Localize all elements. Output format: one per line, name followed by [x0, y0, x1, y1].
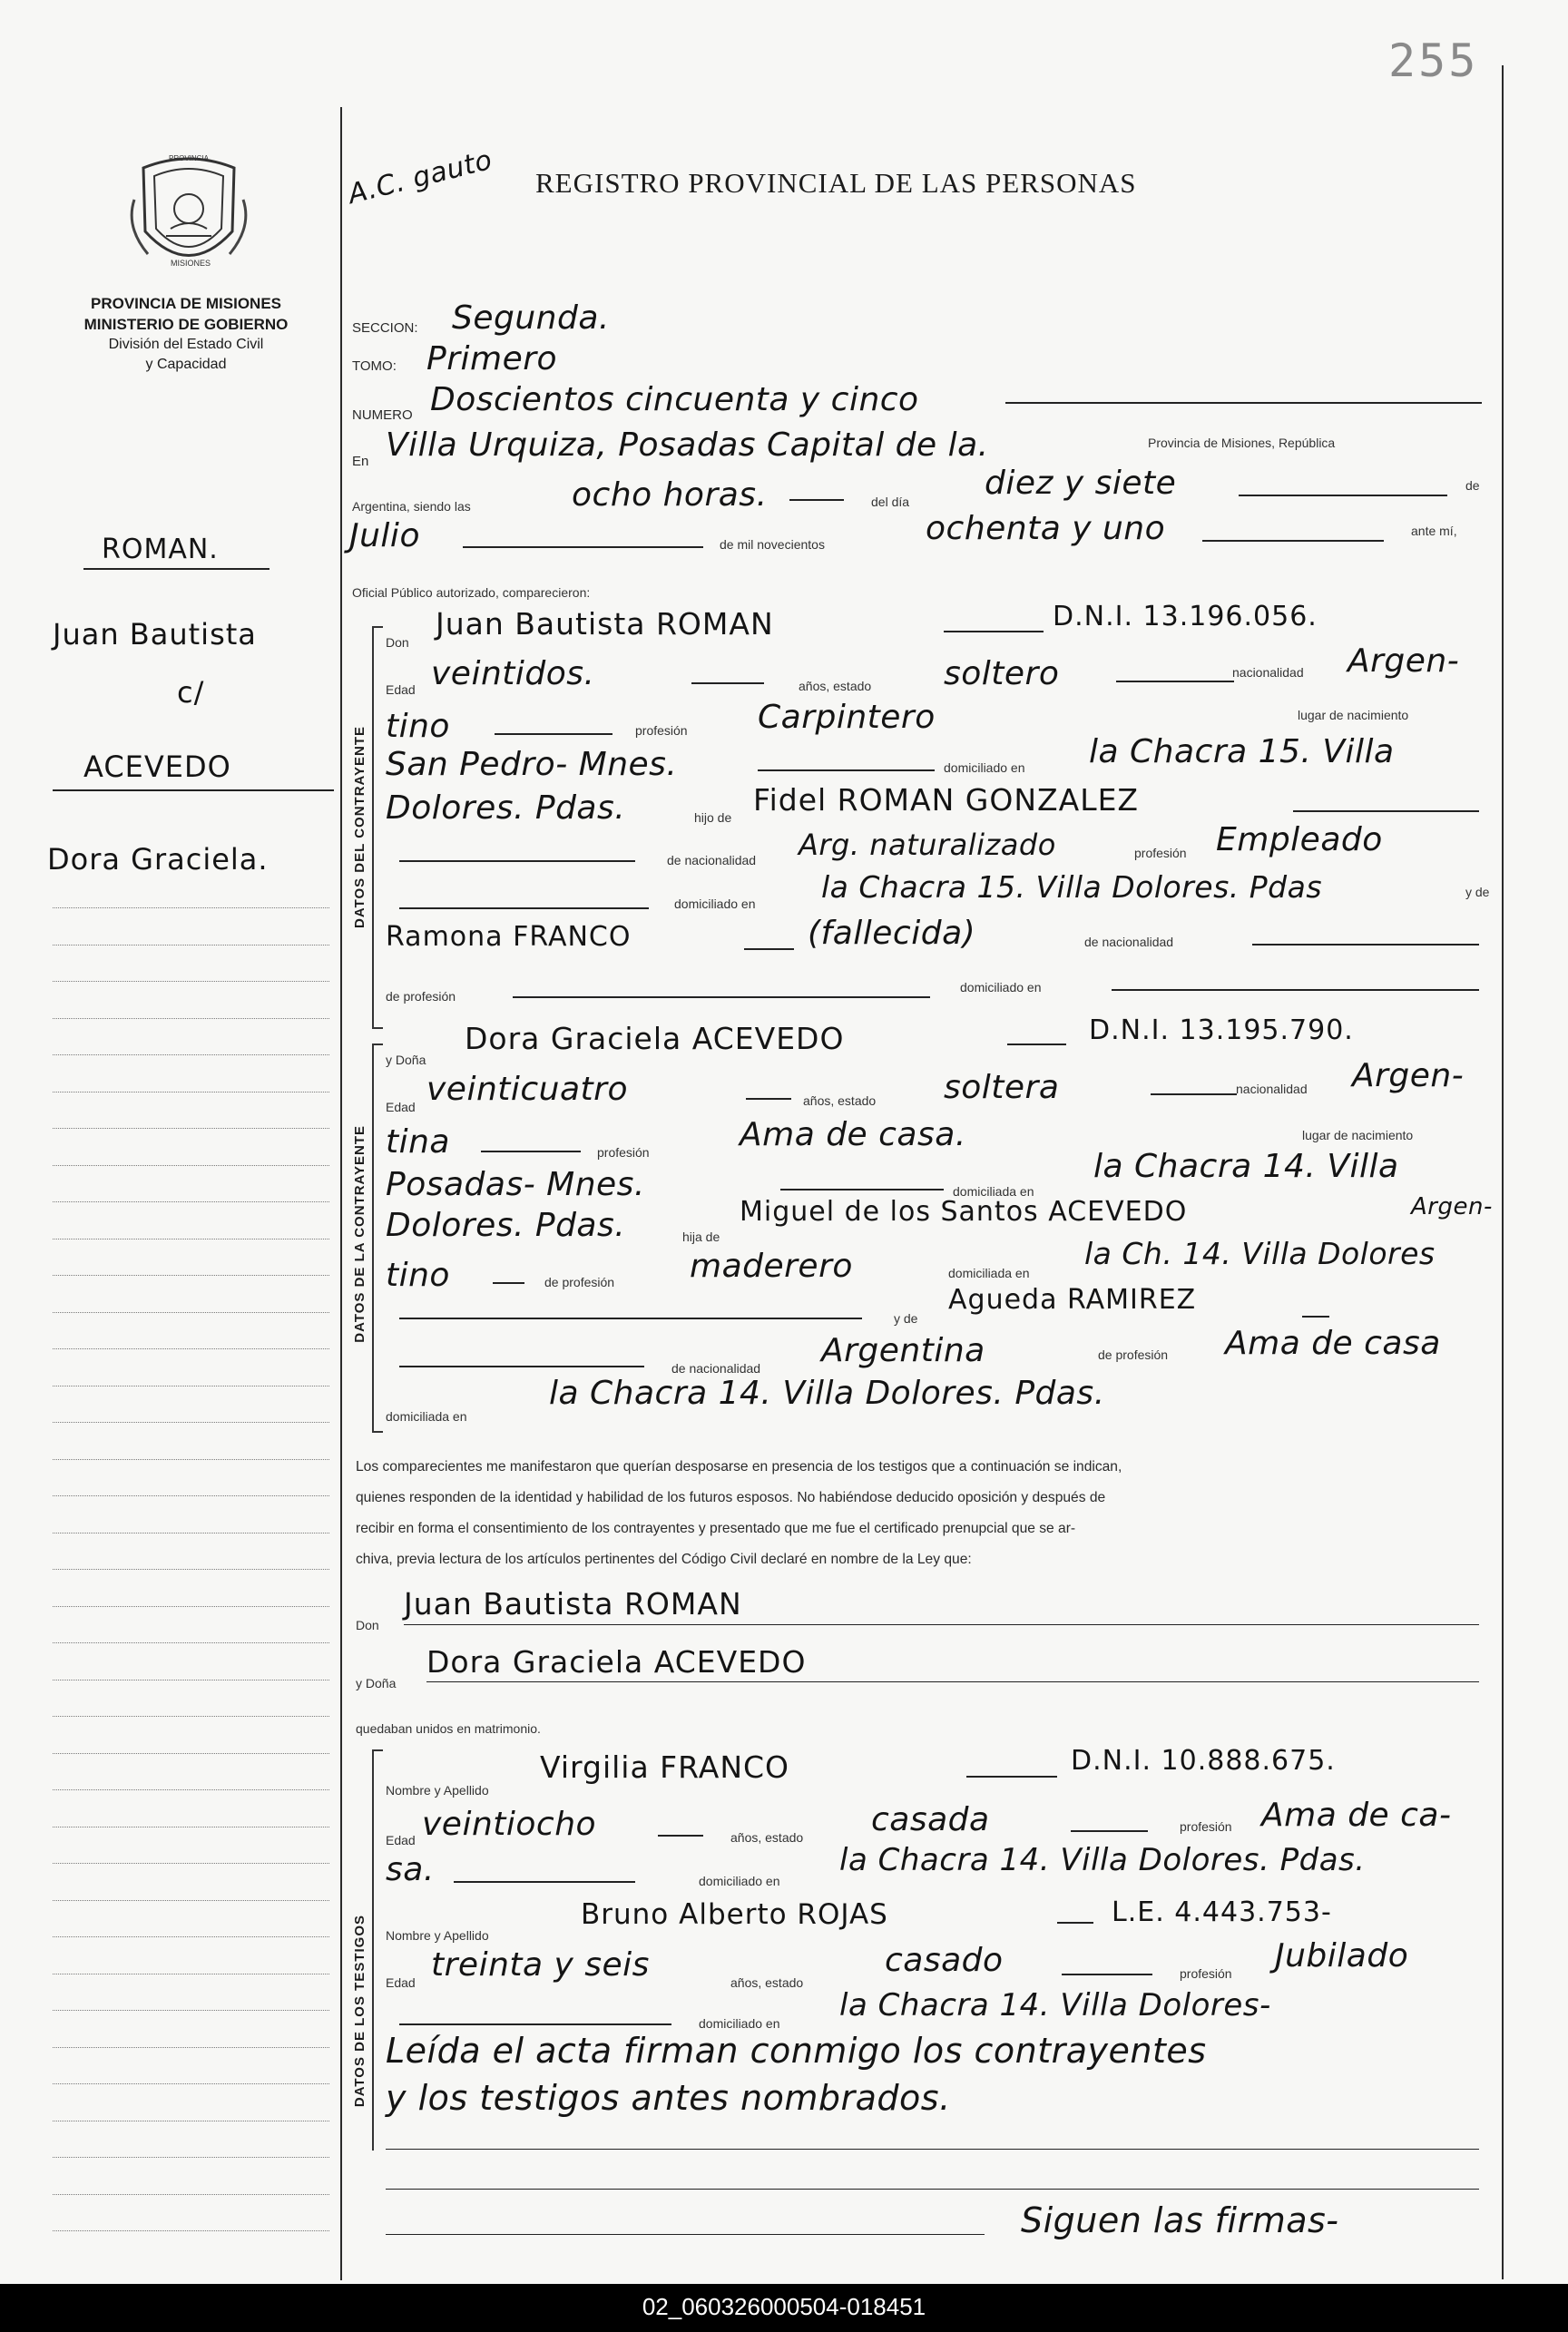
- groom-domiciliado-label: domiciliado en: [944, 760, 1025, 775]
- bride-de-nacionalidad-label: de nacionalidad: [671, 1361, 761, 1376]
- groom-domiciliado3-label: domiciliado en: [960, 980, 1042, 995]
- w2-name: Bruno Alberto ROJAS: [581, 1898, 888, 1931]
- groom-nac-line: [495, 733, 612, 735]
- w1-domicilio: la Chacra 14. Villa Dolores. Pdas.: [839, 1842, 1366, 1878]
- en-value: Villa Urquiza, Posadas Capital de la.: [386, 426, 989, 464]
- margin-dotted-line: [53, 1716, 329, 1717]
- w2-nombre-label: Nombre y Apellido: [386, 1928, 489, 1943]
- margin-dotted-line: [53, 1606, 329, 1607]
- margin-dotted-line: [53, 1642, 329, 1643]
- declaration-dona-value: Dora Graciela ACEVEDO: [426, 1644, 807, 1680]
- groom-father: Fidel ROMAN GONZALEZ: [753, 782, 1140, 818]
- blank-line-2: [386, 2189, 1479, 2190]
- bride-father-domicilio: la Ch. 14. Villa Dolores: [1084, 1236, 1436, 1271]
- groom-fnat-pre-line: [399, 860, 635, 862]
- provincia-text: Provincia de Misiones, República: [1148, 436, 1336, 450]
- margin-dotted-line: [53, 1092, 329, 1093]
- bride-lugar: Posadas- Mnes.: [386, 1166, 645, 1203]
- groom-anos-estado: años, estado: [799, 679, 872, 693]
- groom-mother: Ramona FRANCO: [386, 921, 632, 953]
- margin-dotted-line: [53, 1348, 329, 1349]
- margin-dotted-line: [53, 981, 329, 982]
- w1-estado-line: [1071, 1830, 1148, 1832]
- groom-de-nacionalidad-label: de nacionalidad: [667, 853, 757, 867]
- witness-side-label: DATOS DE LOS TESTIGOS: [352, 1915, 368, 2108]
- groom-profesion2-label: profesión: [1134, 846, 1187, 860]
- w1-edad-label: Edad: [386, 1833, 416, 1847]
- w1-age: veintiocho: [422, 1806, 597, 1843]
- margin-dotted-line: [53, 1312, 329, 1313]
- bride-hija-label: hija de: [682, 1230, 720, 1244]
- hora-line: [789, 499, 844, 501]
- margin-dotted-line: [53, 2157, 329, 2158]
- bride-father: Miguel de los Santos ACEVEDO: [740, 1196, 1188, 1228]
- agency-line-4: y Capacidad: [145, 357, 227, 372]
- w1-estado: casada: [871, 1801, 990, 1838]
- bride-age-line: [746, 1098, 791, 1100]
- argentina-text: Argentina, siendo las: [352, 499, 471, 514]
- bride-profesion-label: profesión: [597, 1145, 650, 1160]
- groom-nacionalidad-label: nacionalidad: [1232, 665, 1304, 680]
- groom-nacionalidad: Argen-: [1348, 642, 1460, 680]
- tomo-value: Primero: [426, 340, 558, 377]
- dia-line: [1239, 495, 1447, 496]
- declaration-line-1: Los comparecientes me manifestaron que querían desposarse en presencia de los testigos que a continuación se indican,: [356, 1459, 1122, 1475]
- groom-estado: soltero: [944, 655, 1060, 692]
- margin-dotted-line: [53, 2230, 329, 2231]
- seccion-value: Segunda.: [452, 299, 610, 337]
- margin-dotted-line: [53, 2010, 329, 2011]
- page-number: 255: [1388, 34, 1479, 87]
- en-label: En: [352, 454, 369, 469]
- agency-line-1: PROVINCIA DE MISIONES: [90, 295, 281, 312]
- groom-dni: D.N.I. 13.196.056.: [1053, 601, 1318, 632]
- w2-domiciliado-label: domiciliado en: [699, 2016, 780, 2031]
- bride-name-line: [1007, 1044, 1066, 1045]
- witness-bracket: [372, 1749, 383, 2151]
- margin-dotted-line: [53, 945, 329, 946]
- bride-anos-estado: años, estado: [803, 1093, 877, 1108]
- emblem-text-bottom: MISIONES: [171, 259, 211, 268]
- margin-dotted-line: [53, 1018, 329, 1019]
- bride-edad-label: Edad: [386, 1100, 416, 1114]
- margin-rule: [340, 107, 342, 2280]
- w2-name-line: [1057, 1922, 1093, 1924]
- groom-domiciliado2-label: domiciliado en: [674, 897, 756, 911]
- bride-dona-label: y Doña: [386, 1053, 426, 1067]
- right-border: [1502, 65, 1504, 2279]
- w2-domicilio: la Chacra 14. Villa Dolores-: [839, 1987, 1271, 2023]
- bride-fnat-line: [493, 1282, 524, 1284]
- declaration-text: [356, 1452, 1490, 1575]
- bride-mother-domicilio: la Chacra 14. Villa Dolores. Pdas.: [549, 1375, 1105, 1412]
- bride-mother-line: [1302, 1316, 1329, 1318]
- agency-line-3: División del Estado Civil: [108, 337, 264, 352]
- bride-profesion: Ama de casa.: [740, 1116, 966, 1153]
- numero-value: Doscientos cincuenta y cinco: [430, 381, 919, 418]
- margin-dotted-line: [53, 2047, 329, 2048]
- bride-lugar-line: [780, 1189, 944, 1190]
- w2-edad-label: Edad: [386, 1975, 416, 1990]
- groom-nacionalidad-cont: tino: [386, 708, 450, 745]
- declaration-line-3: recibir en forma el consentimiento de los contrayentes y presentado que me fue el certificado prenupcial que se ar-: [356, 1521, 1076, 1536]
- groom-profesion: Carpintero: [758, 699, 936, 736]
- groom-father-nacionalidad: Arg. naturalizado: [799, 828, 1056, 862]
- bride-dni: D.N.I. 13.195.790.: [1089, 1014, 1354, 1046]
- del-dia-label: del día: [871, 495, 910, 509]
- seccion-label: SECCION:: [352, 320, 418, 336]
- groom-name: Juan Bautista ROMAN: [436, 606, 774, 642]
- mes-value: Julio: [349, 517, 420, 554]
- registry-title: REGISTRO PROVINCIAL DE LAS PERSONAS: [535, 167, 1137, 199]
- margin-dotted-line: [53, 2083, 329, 2084]
- margin-dotted-line: [53, 1201, 329, 1202]
- bride-nacionalidad-label: nacionalidad: [1236, 1082, 1308, 1096]
- declaration-don-label: Don: [356, 1618, 379, 1632]
- bride-estado: soltera: [944, 1069, 1060, 1106]
- groom-domicilio: la Chacra 15. Villa: [1089, 733, 1395, 770]
- province-emblem: [125, 145, 252, 281]
- margin-dotted-line: [53, 1753, 329, 1754]
- margin-dotted-line: [53, 1900, 329, 1901]
- w1-name: Virgilia FRANCO: [540, 1749, 790, 1785]
- groom-father-line: [1293, 810, 1479, 812]
- bride-father-profesion: maderero: [690, 1248, 853, 1285]
- agency-block: [41, 293, 331, 375]
- bride-de-profesion2-label: de profesión: [1098, 1347, 1169, 1362]
- groom-hijo-label: hijo de: [694, 810, 732, 825]
- margin-dotted-line: [53, 1422, 329, 1423]
- groom-y-de-label: y de: [1465, 885, 1490, 899]
- groom-mdom-line: [1112, 989, 1479, 991]
- numero-line: [1005, 402, 1482, 404]
- margin-dotted-line: [53, 1128, 329, 1129]
- w1-age-line: [658, 1835, 703, 1837]
- bride-domicilio: la Chacra 14. Villa: [1093, 1148, 1399, 1185]
- bride-name: Dora Graciela ACEVEDO: [465, 1021, 845, 1056]
- groom-age-line: [691, 682, 764, 684]
- bride-ydem-pre-line: [399, 1318, 862, 1319]
- groom-don-label: Don: [386, 635, 409, 650]
- w1-profesion-cont: sa.: [386, 1851, 435, 1888]
- w1-domiciliado-label: domiciliado en: [699, 1874, 780, 1888]
- bride-de-profesion-label: de profesión: [544, 1275, 615, 1289]
- groom-de-profesion-label: de profesión: [386, 989, 456, 1004]
- margin-dotted-line: [53, 1569, 329, 1570]
- groom-profesion-label: profesión: [635, 723, 688, 738]
- groom-lugar: San Pedro- Mnes.: [386, 746, 678, 783]
- w2-dom-pre-line: [399, 2023, 671, 2025]
- margin-dotted-line: [53, 907, 329, 908]
- closing-line-2: y los testigos antes nombrados.: [386, 2078, 951, 2118]
- bride-domicilio-cont: Dolores. Pdas.: [386, 1207, 626, 1244]
- margin-groom-surname: ROMAN.: [102, 534, 219, 565]
- declaration-quedaban: quedaban unidos en matrimonio.: [356, 1721, 541, 1736]
- bride-nacionalidad: Argen-: [1352, 1057, 1465, 1094]
- groom-mother-line: [744, 948, 794, 950]
- groom-mnat-line: [1252, 944, 1479, 946]
- bride-y-de-label: y de: [894, 1311, 918, 1326]
- margin-dotted-line: [53, 1789, 329, 1790]
- declaration-don-value: Juan Bautista ROMAN: [404, 1586, 742, 1622]
- w1-profesion-label: profesión: [1180, 1819, 1232, 1834]
- margin-dotted-line: [53, 2194, 329, 2195]
- bride-mnat-pre-line: [399, 1366, 644, 1367]
- bride-domiciliada-label: domiciliada en: [953, 1184, 1034, 1199]
- bride-mother-profesion: Ama de casa: [1225, 1325, 1441, 1362]
- margin-bride-names: Dora Graciela.: [47, 842, 269, 877]
- declaration-dona-label: y Doña: [356, 1676, 397, 1690]
- anio-line: [1202, 540, 1384, 542]
- w2-doc: L.E. 4.443.753-: [1112, 1896, 1332, 1928]
- signatures-note: Siguen las firmas-: [1021, 2200, 1339, 2240]
- bride-side-label: DATOS DE LA CONTRAYENTE: [352, 1125, 368, 1343]
- w1-doc: D.N.I. 10.888.675.: [1071, 1745, 1336, 1777]
- bride-domiciliada2-label: domiciliada en: [948, 1266, 1030, 1280]
- bride-mother-nacionalidad: Argentina: [821, 1332, 985, 1369]
- bride-father-nacionalidad: Argen-: [1411, 1193, 1493, 1220]
- groom-name-line: [944, 631, 1044, 632]
- margin-dotted-line: [53, 1459, 329, 1460]
- margin-dotted-line: [53, 1054, 329, 1055]
- margin-bride-surname: ACEVEDO: [83, 750, 231, 784]
- groom-mother-note: (fallecida): [808, 915, 976, 952]
- groom-side-label: DATOS DEL CONTRAYENTE: [352, 726, 368, 928]
- margin-dotted-line: [53, 1275, 329, 1276]
- groom-bracket: [372, 626, 383, 1029]
- w1-prof-line: [454, 1881, 635, 1883]
- groom-father-domicilio: la Chacra 15. Villa Dolores. Pdas: [821, 869, 1323, 905]
- agency-line-2: MINISTERIO DE GOBIERNO: [83, 316, 289, 333]
- blank-line-1: [386, 2149, 1479, 2150]
- w2-anos-estado: años, estado: [730, 1975, 804, 1990]
- bride-father-nacionalidad-cont: tino: [386, 1257, 450, 1294]
- bride-nac-line: [481, 1151, 581, 1152]
- bride-mother: Agueda RAMIREZ: [948, 1284, 1197, 1316]
- groom-lugar-line: [758, 769, 935, 771]
- w2-age: treinta y seis: [431, 1946, 650, 1984]
- margin-dotted-line: [53, 1165, 329, 1166]
- groom-father-profesion: Empleado: [1216, 821, 1383, 858]
- declaration-dona-line: [426, 1681, 1479, 1682]
- w2-profesion: Jubilado: [1275, 1937, 1409, 1974]
- margin-underline-2: [53, 789, 334, 791]
- groom-age: veintidos.: [431, 655, 595, 692]
- w1-nombre-label: Nombre y Apellido: [386, 1783, 489, 1798]
- groom-domicilio-cont: Dolores. Pdas.: [386, 789, 626, 827]
- w2-estado: casado: [885, 1942, 1004, 1979]
- bride-nacionalidad-cont: tina: [386, 1123, 450, 1161]
- groom-mprof-line: [513, 996, 930, 998]
- stamp-note: A.C. gauto: [345, 143, 496, 211]
- dia-value: diez y siete: [985, 465, 1177, 502]
- declaration-don-line: [404, 1624, 1479, 1625]
- declaration-line-4: chiva, previa lectura de los artículos pertinentes del Código Civil declaré en nombre de la Ley que:: [356, 1552, 972, 1567]
- bride-lugar-label: lugar de nacimiento: [1302, 1128, 1414, 1142]
- groom-lugar-label: lugar de nacimiento: [1298, 708, 1409, 722]
- w2-profesion-label: profesión: [1180, 1966, 1232, 1981]
- oficial-text: Oficial Público autorizado, comparecieron:: [352, 585, 591, 600]
- de-label: de: [1465, 478, 1480, 493]
- declaration-line-2: quienes responden de la identidad y habilidad de los futuros esposos. No habiéndose deducido oposición y después de: [356, 1490, 1106, 1505]
- margin-dotted-line: [53, 1936, 329, 1937]
- margin-with: c/: [177, 675, 205, 710]
- hora-value: ocho horas.: [572, 476, 768, 514]
- ante-mi: ante mí,: [1411, 524, 1457, 538]
- groom-de-nacionalidad2-label: de nacionalidad: [1084, 935, 1174, 949]
- de-mil-label: de mil novecientos: [720, 537, 825, 552]
- closing-line-1: Leída el acta firman conmigo los contrayentes: [386, 2031, 1207, 2071]
- bride-estado-line: [1151, 1093, 1237, 1095]
- w1-name-line: [966, 1776, 1057, 1778]
- w1-profesion: Ama de ca-: [1261, 1797, 1452, 1834]
- groom-fdom-pre-line: [399, 907, 649, 909]
- anio-value: ochenta y uno: [926, 510, 1166, 547]
- w1-anos-estado: años, estado: [730, 1830, 804, 1845]
- emblem-text-top: PROVINCIA: [169, 154, 210, 162]
- blank-line-3: [386, 2234, 985, 2235]
- bride-domiciliada3-label: domiciliada en: [386, 1409, 467, 1424]
- margin-dotted-line: [53, 1863, 329, 1864]
- groom-estado-line: [1116, 681, 1234, 682]
- mes-line: [463, 546, 703, 548]
- w2-estado-line: [1062, 1974, 1152, 1975]
- groom-edad-label: Edad: [386, 682, 416, 697]
- footer-id: 02_060326000504-018451: [642, 2293, 926, 2320]
- bride-age: veinticuatro: [426, 1071, 628, 1108]
- tomo-label: TOMO:: [352, 358, 397, 374]
- margin-dotted-line: [53, 1495, 329, 1496]
- numero-label: NUMERO: [352, 407, 413, 423]
- margin-groom-names: Juan Bautista: [53, 617, 257, 652]
- bride-bracket: [372, 1044, 383, 1433]
- margin-underline-1: [83, 568, 270, 570]
